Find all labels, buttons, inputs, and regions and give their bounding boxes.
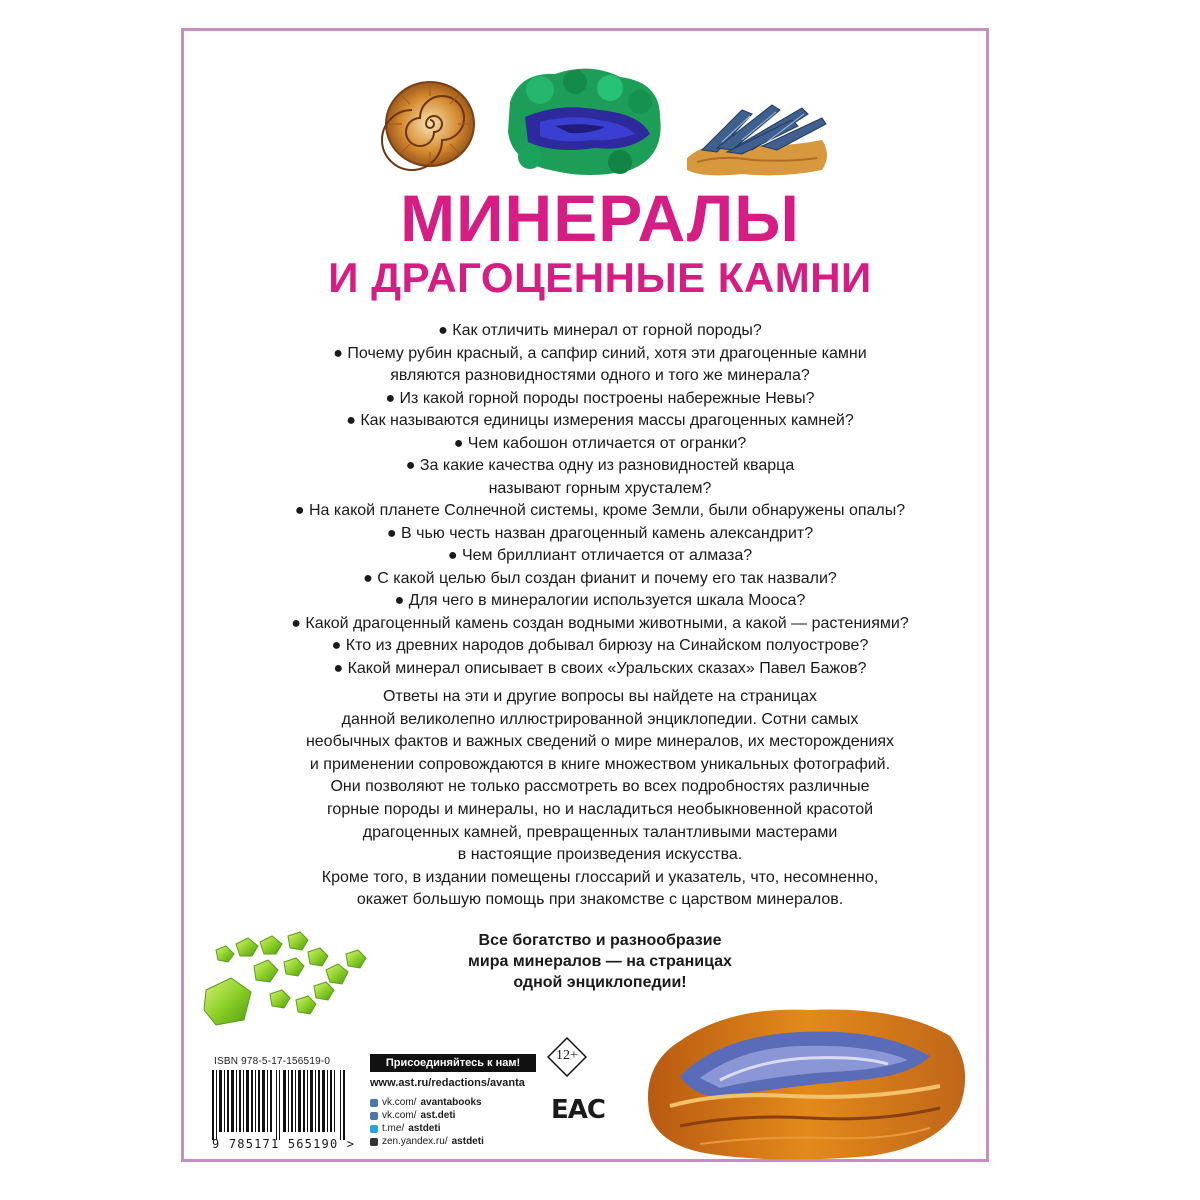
question-item: ● Для чего в минералогии используется шкала Мооса? [394, 592, 806, 609]
vk-icon [370, 1112, 378, 1120]
website-link[interactable]: www.ast.ru/redactions/avanta [370, 1077, 525, 1089]
question-item: ● Чем бриллиант отличается от алмаза? [447, 547, 753, 564]
book-title-main: МИНЕРАЛЫ [400, 181, 800, 255]
eac-mark: ЕАС [551, 1095, 605, 1125]
question-item: ● Чем кабошон отличается от огранки? [453, 434, 747, 452]
social-link-vk-avanta[interactable]: vk.com/ avantabooks [370, 1096, 484, 1109]
barcode-image [210, 1070, 350, 1140]
social-link-vk-astdeti[interactable]: vk.com/ ast.deti [370, 1109, 484, 1122]
vk-icon [370, 1099, 378, 1107]
age-rating-label: 12+ [556, 1048, 578, 1063]
question-item: ● Как отличить минерал от горной породы? [438, 322, 762, 339]
zen-icon [370, 1138, 378, 1146]
book-title-sub: И ДРАГОЦЕННЫЕ КАМНИ [328, 254, 872, 301]
social-link-telegram[interactable]: t.me/ astdeti [370, 1122, 484, 1135]
green-gems-image [196, 930, 376, 1040]
question-item: ● Кто из древних народов добывал бирюзу на Синайском полуострове? [331, 637, 869, 654]
question-item: ● В чью честь назван драгоценный камень александрит? [386, 524, 814, 542]
agate-image [640, 996, 974, 1166]
question-item: ● Из какой горной породы построены набережные Невы? [385, 389, 815, 407]
ammonite-image [380, 72, 480, 172]
isbn-label: ISBN 978-5-17-156519-0 [214, 1056, 331, 1067]
question-item: ● На какой планете Солнечной системы, кроме Земли, были обнаружены опалы? [294, 502, 906, 519]
question-item: ● Как называются единицы измерения массы драгоценных камней? [346, 412, 854, 429]
malachite-azurite-image [500, 62, 670, 182]
description-paragraph: Ответы на эти и другие вопросы вы найдете на страницах данной великолепно иллюстрированной энциклопедии. Сотни самых необычных фактов и важных сведений о мире минералов, их месторождениях и применении сопровождаются в книге множеством уникальных фотографий. Они позволяют не только рассмотреть во всех подробностях различные горные породы и минералы, но и насладиться необыкновенной красотой драгоценных камней, превращенных талантливыми мастерами в настоящие произведения искусства. Кроме того, в издании помещены глоссарий и указатель, что, несомненно, окажет большую помощь при знакомстве с царством минералов. [305, 688, 895, 909]
question-item: ● С какой целью был создан фианит и почему его так назвали? [363, 569, 837, 587]
question-item: ● Какой минерал описывает в своих «Уральских сказах» Павел Бажов? [333, 659, 867, 677]
barcode-digits: 9 785171 565190 > [212, 1137, 356, 1151]
slogan: Все богатство и разнообразие мира минералов — на страницах одной энциклопедии! [468, 932, 732, 991]
blue-crystal-image [682, 100, 842, 180]
question-item: ● Какой драгоценный камень создан водными животными, а какой — растениями? [291, 614, 909, 632]
telegram-icon [370, 1125, 378, 1133]
social-links [370, 1096, 484, 1148]
question-list [200, 320, 1000, 680]
question-item: ● За какие качества одну из разновидностей кварца называют горным хрусталем? [405, 457, 795, 497]
social-link-zen[interactable]: zen.yandex.ru/ astdeti [370, 1135, 484, 1148]
join-us-banner: Присоединяйтесь к нам! [370, 1054, 536, 1072]
question-item: ● Почему рубин красный, а сапфир синий, хотя эти драгоценные камни являются разновидностями одного и того же минерала? [333, 344, 867, 384]
